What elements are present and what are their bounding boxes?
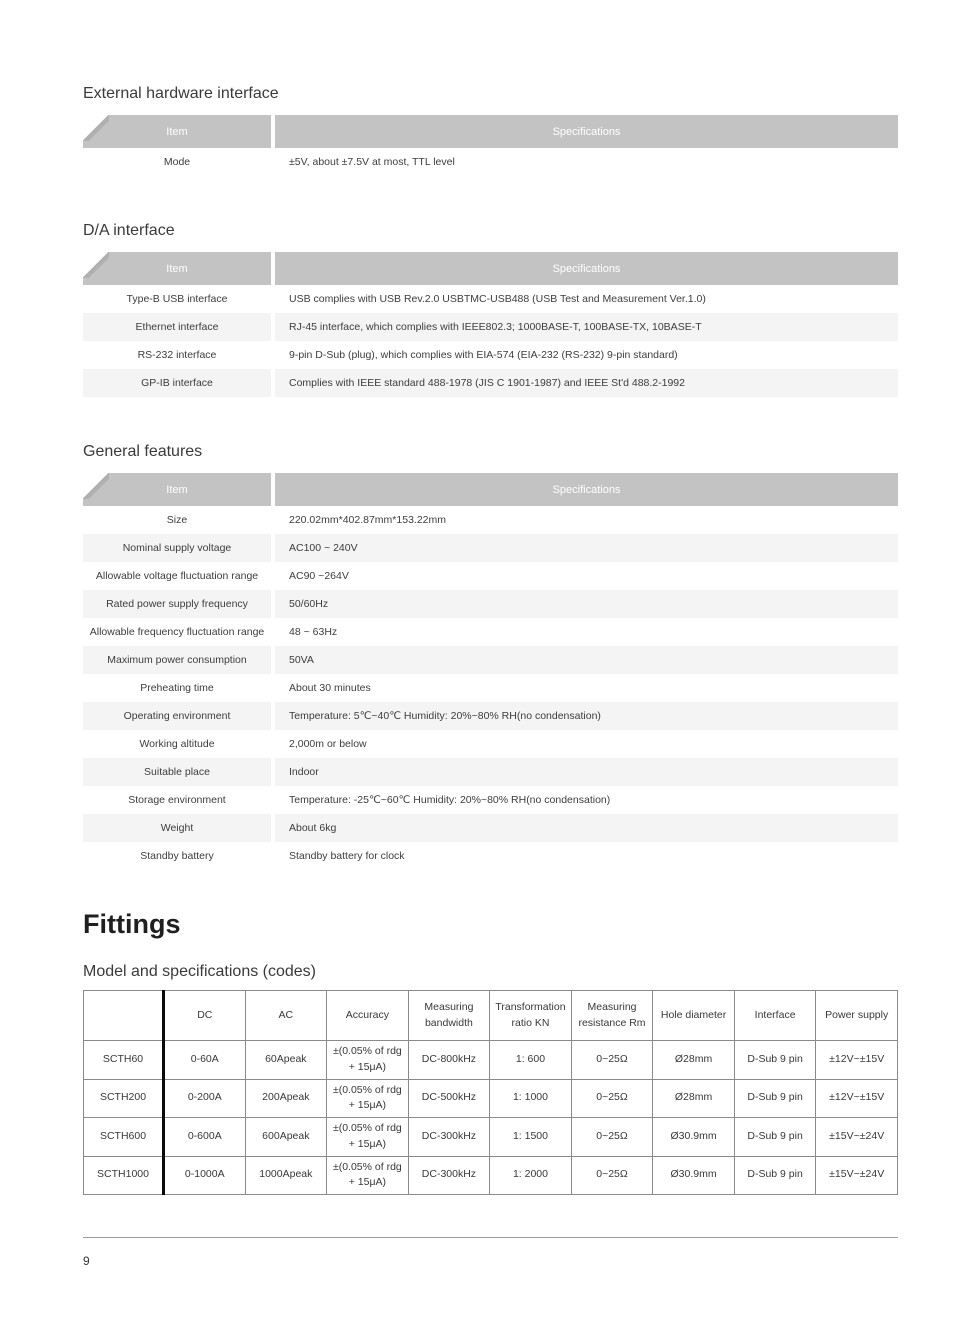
value-cell: 1000Apeak <box>245 1156 327 1195</box>
value-cell: D-Sub 9 pin <box>734 1041 816 1080</box>
folded-corner-decoration <box>83 473 109 499</box>
table-row <box>83 618 898 646</box>
model-cell: SCTH1000 <box>84 1156 164 1195</box>
value-cell: DC-500kHz <box>408 1079 490 1118</box>
model-cell: SCTH60 <box>84 1041 164 1080</box>
specification-cell: 50VA <box>275 646 898 674</box>
specification-cell: Indoor <box>275 758 898 786</box>
value-cell: 0~25Ω <box>571 1041 653 1080</box>
fittings-column-header: DC <box>164 991 246 1041</box>
model-cell: SCTH200 <box>84 1079 164 1118</box>
table-row <box>83 148 898 176</box>
page-number: 9 <box>83 1254 90 1268</box>
value-cell: 200Apeak <box>245 1079 327 1118</box>
table-header-row <box>83 115 898 148</box>
specification-cell: Temperature: -25℃~60℃ Humidity: 20%~80% RH(no condensation) <box>289 794 611 806</box>
value-cell: 1: 1500 <box>490 1118 572 1157</box>
specifications-column-header: Specifications <box>552 483 621 496</box>
specification-cell: AC100 ~ 240V <box>275 534 898 562</box>
table-row <box>83 562 898 590</box>
value-cell: ±12V~±15V <box>816 1079 898 1118</box>
table-header-row <box>83 252 898 285</box>
value-cell: DC-300kHz <box>408 1156 490 1195</box>
specification-cell: Standby battery for clock <box>289 850 405 862</box>
fittings-column-header: Accuracy <box>327 991 409 1041</box>
specifications-column-header: Specifications <box>552 125 621 138</box>
value-cell: ±12V~±15V <box>816 1041 898 1080</box>
value-cell: 1: 2000 <box>490 1156 572 1195</box>
value-cell: 0-1000A <box>164 1156 246 1195</box>
value-cell: ±(0.05% of rdg + 15μA) <box>327 1118 409 1157</box>
value-cell: Ø28mm <box>653 1041 735 1080</box>
model-cell: SCTH600 <box>84 1118 164 1157</box>
specification-cell: RJ-45 interface, which complies with IEEE802.3; 1000BASE-T, 100BASE-TX, 10BASE-T <box>275 313 898 341</box>
value-cell: ±(0.05% of rdg + 15μA) <box>327 1041 409 1080</box>
table-row <box>83 341 898 369</box>
value-cell: DC-300kHz <box>408 1118 490 1157</box>
value-cell: Ø30.9mm <box>653 1118 735 1157</box>
specification-cell: ±5V, about ±7.5V at most, TTL level <box>289 156 455 168</box>
item-cell: Working altitude <box>83 730 275 758</box>
section-heading-general-features: General features <box>83 443 203 460</box>
value-cell: D-Sub 9 pin <box>734 1118 816 1157</box>
item-cell: Type-B USB interface <box>83 285 275 313</box>
folded-corner-decoration <box>83 252 109 278</box>
specification-cell: Complies with IEEE standard 488-1978 (JIS C 1901-1987) and IEEE St'd 488.2-1992 <box>275 369 898 397</box>
value-cell: 600Apeak <box>245 1118 327 1157</box>
specifications-column-header: Specifications <box>552 262 621 275</box>
item-cell: Nominal supply voltage <box>83 534 275 562</box>
value-cell: 0-600A <box>164 1118 246 1157</box>
fittings-column-header: Measuring bandwidth <box>408 991 490 1041</box>
item-cell: RS-232 interface <box>83 341 275 369</box>
table-row <box>83 674 898 702</box>
value-cell: D-Sub 9 pin <box>734 1156 816 1195</box>
table-row <box>83 842 898 870</box>
table-row <box>83 786 898 814</box>
item-cell: Allowable frequency fluctuation range <box>83 618 275 646</box>
table-row <box>83 730 898 758</box>
item-cell: Storage environment <box>83 786 275 814</box>
item-column-header: Item <box>83 252 275 285</box>
item-cell: Preheating time <box>83 674 275 702</box>
value-cell: 0-200A <box>164 1079 246 1118</box>
table-header-row <box>83 473 898 506</box>
item-column-header: Item <box>83 473 275 506</box>
fittings-column-header: AC <box>245 991 327 1041</box>
specification-cell: 2,000m or below <box>289 738 367 750</box>
value-cell: ±15V~±24V <box>816 1156 898 1195</box>
value-cell: 1: 600 <box>490 1041 572 1080</box>
section-heading-da-interface: D/A interface <box>83 222 175 239</box>
fittings-row <box>84 1156 898 1195</box>
value-cell: ±15V~±24V <box>816 1118 898 1157</box>
item-cell: Ethernet interface <box>83 313 275 341</box>
specification-cell: Temperature: 5℃~40℃ Humidity: 20%~80% RH(no condensation) <box>275 702 898 730</box>
item-cell: Mode <box>83 148 275 176</box>
table-row <box>83 285 898 313</box>
value-cell: 0~25Ω <box>571 1079 653 1118</box>
table-row <box>83 702 898 730</box>
table-row <box>83 313 898 341</box>
item-cell: Maximum power consumption <box>83 646 275 674</box>
fittings-column-header <box>84 991 164 1041</box>
fittings-row <box>84 1079 898 1118</box>
footer-divider <box>83 1237 898 1238</box>
value-cell: DC-800kHz <box>408 1041 490 1080</box>
item-cell: Standby battery <box>83 842 275 870</box>
specification-cell: About 30 minutes <box>289 682 371 694</box>
table-row <box>83 646 898 674</box>
value-cell: D-Sub 9 pin <box>734 1079 816 1118</box>
fittings-subheading: Model and specifications (codes) <box>83 963 317 980</box>
specification-cell: 220.02mm*402.87mm*153.22mm <box>289 514 446 526</box>
value-cell: ±(0.05% of rdg + 15μA) <box>327 1079 409 1118</box>
item-cell: Operating environment <box>83 702 275 730</box>
table-row <box>83 814 898 842</box>
fittings-column-header: Interface <box>734 991 816 1041</box>
specification-cell: 48 ~ 63Hz <box>289 626 338 638</box>
item-cell: GP-IB interface <box>83 369 275 397</box>
fittings-row <box>84 1041 898 1080</box>
specification-cell: USB complies with USB Rev.2.0 USBTMC-USB488 (USB Test and Measurement Ver.1.0) <box>289 293 706 305</box>
fittings-column-header: Transformation ratio KN <box>490 991 572 1041</box>
specification-cell: 9-pin D-Sub (plug), which complies with EIA-574 (EIA-232 (RS-232) 9-pin standard) <box>289 349 678 361</box>
table-row <box>83 506 898 534</box>
specification-cell: 50/60Hz <box>275 590 898 618</box>
item-cell: Allowable voltage fluctuation range <box>83 562 275 590</box>
item-cell: Size <box>83 506 275 534</box>
item-cell: Weight <box>83 814 275 842</box>
external-hardware-interface-table <box>83 115 898 176</box>
value-cell: 60Apeak <box>245 1041 327 1080</box>
fittings-column-header: Power supply <box>816 991 898 1041</box>
da-interface-table <box>83 252 898 397</box>
fittings-column-header: Measuring resistance Rm <box>571 991 653 1041</box>
value-cell: Ø28mm <box>653 1079 735 1118</box>
value-cell: 1: 1000 <box>490 1079 572 1118</box>
general-features-table <box>83 473 898 870</box>
item-cell: Rated power supply frequency <box>83 590 275 618</box>
specification-cell: AC90 ~264V <box>289 570 349 582</box>
item-cell: Suitable place <box>83 758 275 786</box>
table-row <box>83 590 898 618</box>
fittings-row <box>84 1118 898 1157</box>
fittings-heading: Fittings <box>83 909 181 939</box>
fittings-model-specifications-table <box>83 990 898 1195</box>
table-row <box>83 369 898 397</box>
value-cell: 0~25Ω <box>571 1118 653 1157</box>
table-row <box>83 758 898 786</box>
value-cell: Ø30.9mm <box>653 1156 735 1195</box>
specification-cell: About 6kg <box>275 814 898 842</box>
value-cell: 0~25Ω <box>571 1156 653 1195</box>
section-heading-external-hardware-interface: External hardware interface <box>83 85 279 102</box>
item-column-header: Item <box>83 115 275 148</box>
folded-corner-decoration <box>83 115 109 141</box>
value-cell: ±(0.05% of rdg + 15μA) <box>327 1156 409 1195</box>
fittings-column-header: Hole diameter <box>653 991 735 1041</box>
value-cell: 0-60A <box>164 1041 246 1080</box>
table-row <box>83 534 898 562</box>
fittings-header-row <box>84 991 898 1041</box>
